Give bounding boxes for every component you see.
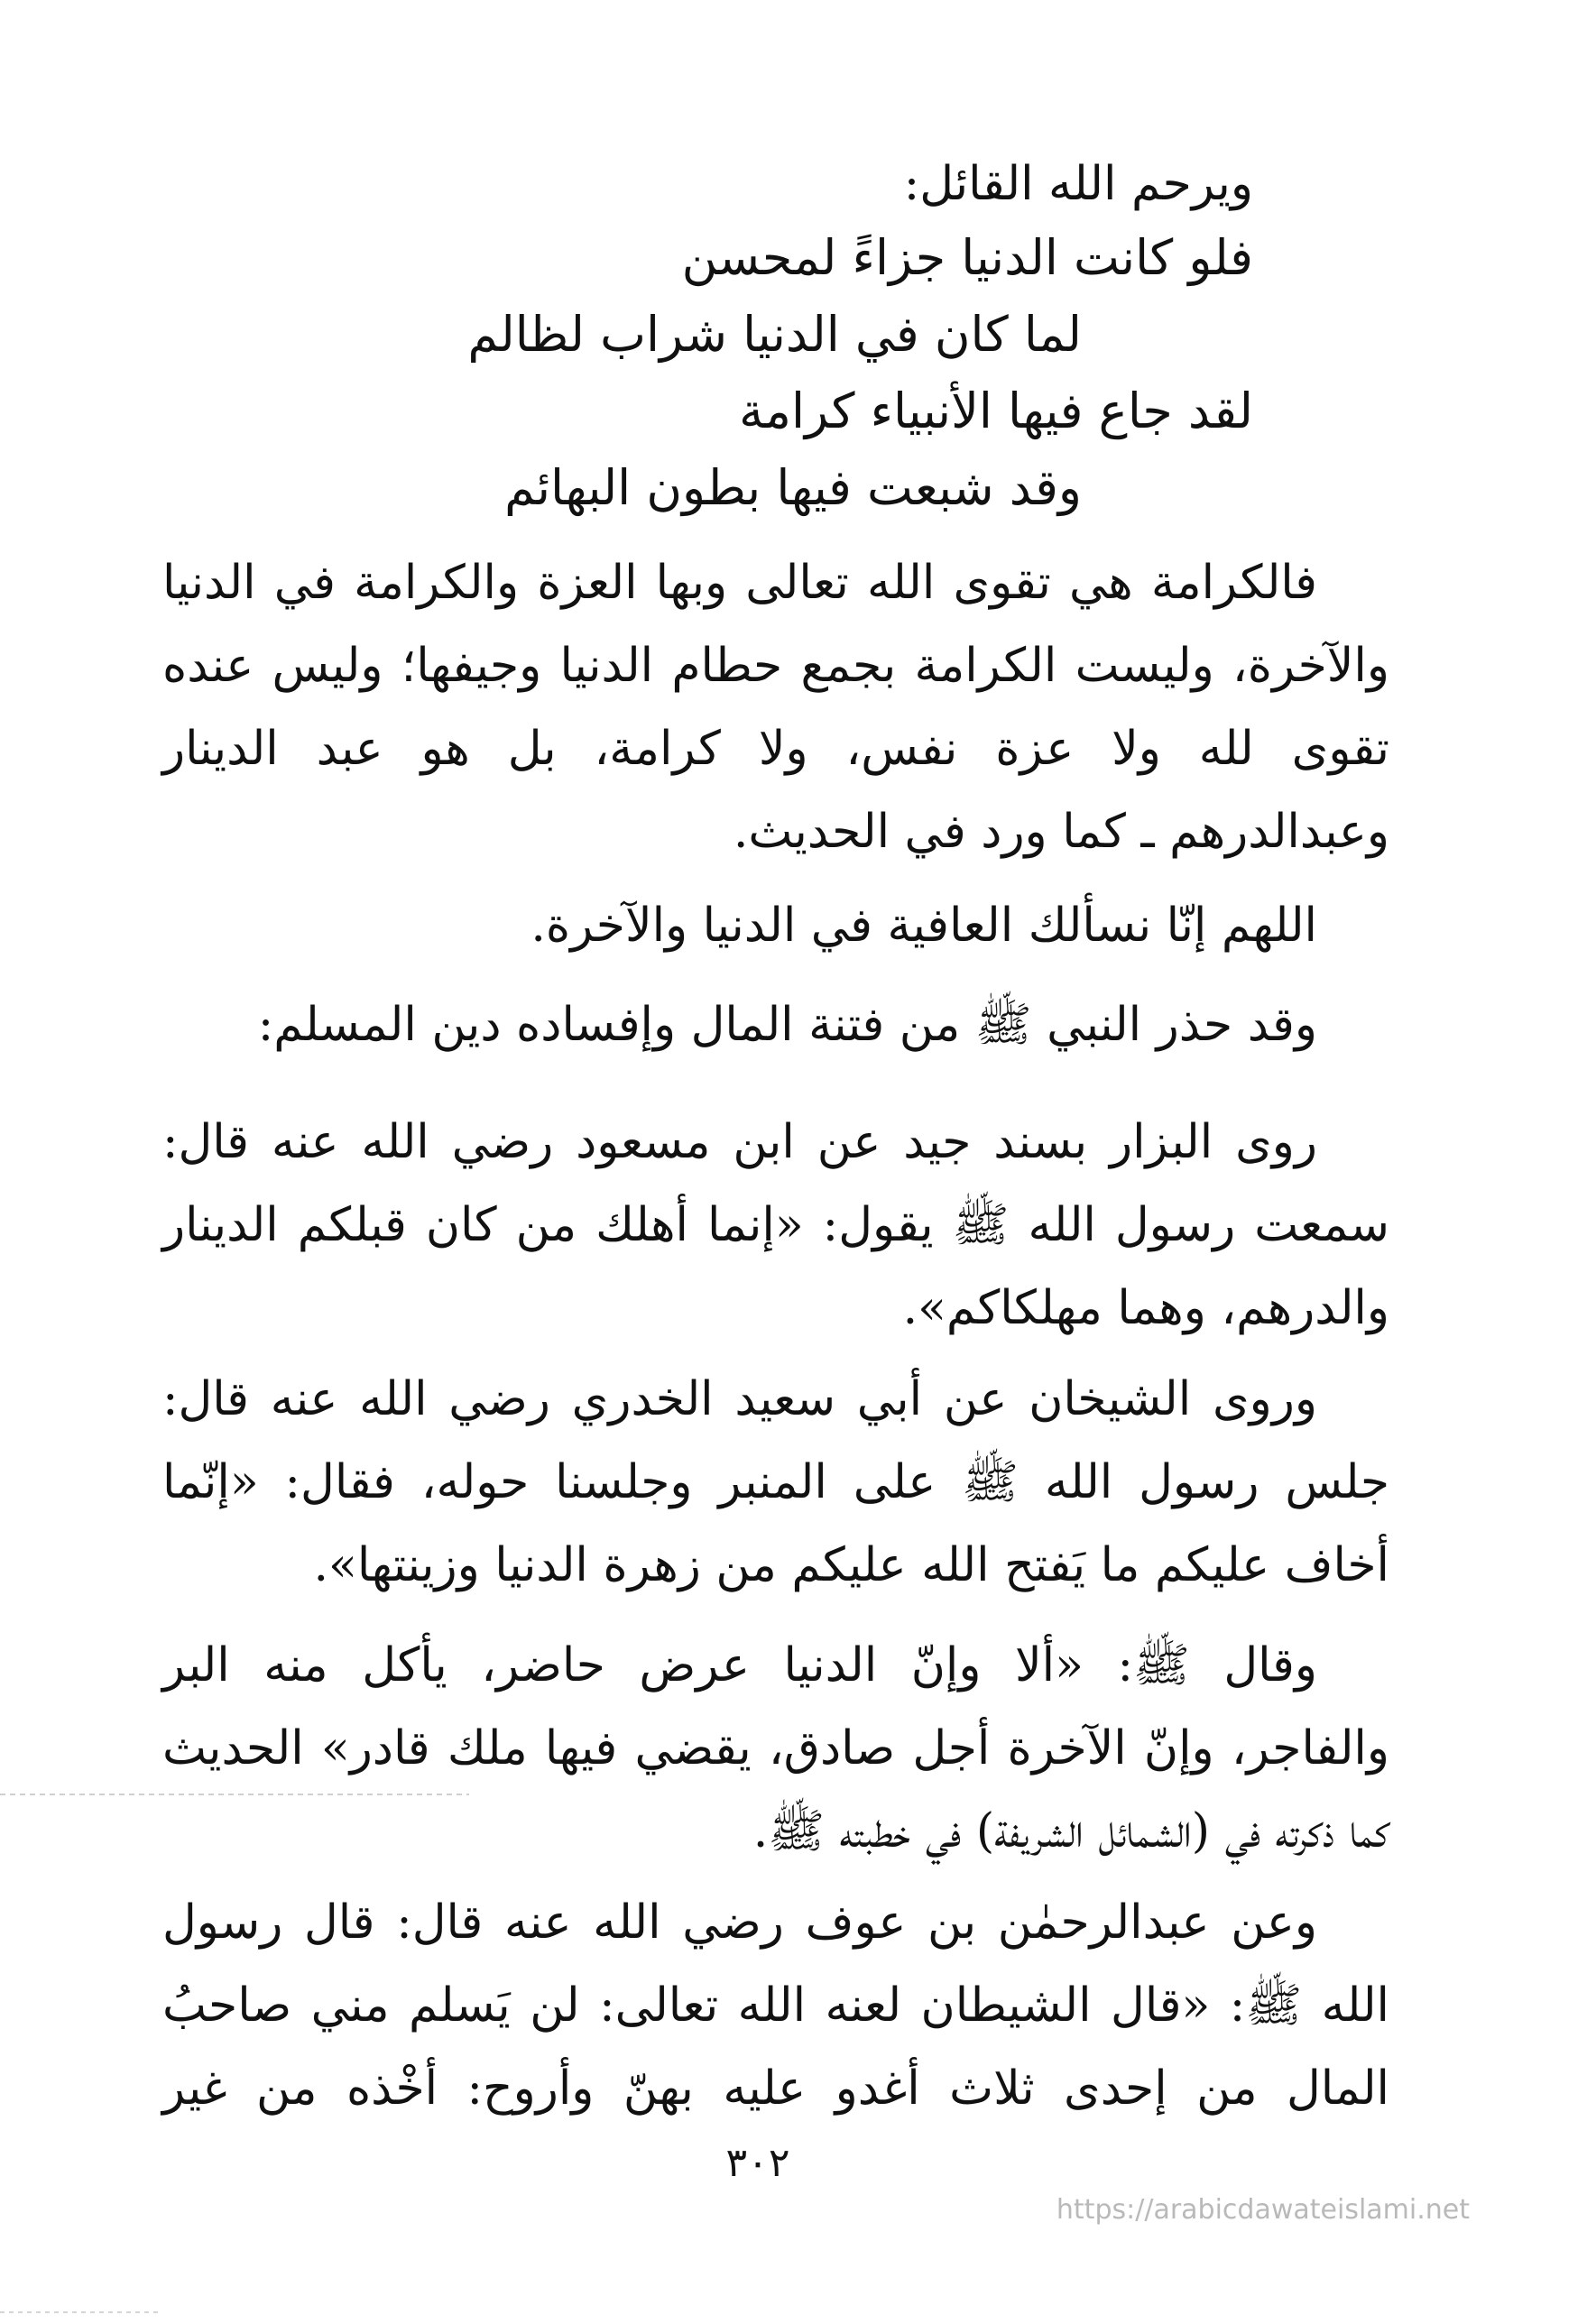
poem-verse-3: لقد جاع فيها الأنبياء كرامة	[739, 383, 1253, 439]
paragraph-shaykhan-hadith	[162, 1358, 1389, 1607]
paragraph-bazzar-hadith	[162, 1101, 1389, 1350]
paragraph-line: والآخرة، وليست الكرامة بجمع حطام الدنيا وجيفها؛ وليس عنده	[162, 639, 1389, 693]
poem-verse-4: وقد شبعت فيها بطون البهائم	[504, 459, 1082, 516]
paragraph-ibn-awf-hadith	[162, 1881, 1389, 2130]
poem-verse-1: فلو كانت الدنيا جزاءً لمحسن	[681, 229, 1253, 286]
paragraph-line: المال من إحدى ثلاث أغدو عليه بهنّ وأروح: أخْذه من غير	[162, 2061, 1389, 2116]
paragraph-line: فالكرامة هي تقوى الله تعالى وبها العزة والكرامة في الدنيا	[162, 556, 1317, 610]
paragraph-line: روى البزار بسند جيد عن ابن مسعود رضي الله عنه قال:	[162, 1115, 1317, 1169]
paragraph-karama	[162, 541, 1389, 873]
poem-intro: ويرحم الله القائل:	[903, 157, 1253, 211]
paragraph-line: والفاجر، وإنّ الآخرة أجل صادق، يقضي فيها ملك قادر» الحديث	[162, 1721, 1389, 1775]
paragraph-line: وقد حذر النبي ﷺ من فتنة المال وإفساده دين المسلم:	[257, 998, 1317, 1052]
paragraph-line: وعبدالدرهم ـ كما ورد في الحديث.	[733, 805, 1389, 859]
paragraph-line: اللهم إنّا نسألك العافية في الدنيا والآخرة.	[531, 899, 1317, 953]
poem-verse-2: لما كان في الدنيا شراب لظالم	[467, 306, 1082, 363]
paragraph-line: سمعت رسول الله ﷺ يقول: «إنما أهلك من كان قبلكم الدينار	[162, 1198, 1389, 1252]
paragraph-warning	[162, 983, 1389, 1066]
paragraph-dunya-hadith	[162, 1624, 1389, 1873]
paragraph-line: وعن عبدالرحمٰن بن عوف رضي الله عنه قال: قال رسول	[162, 1895, 1317, 1950]
paragraph-line: وروى الشيخان عن أبي سعيد الخدري رضي الله عنه قال:	[162, 1372, 1317, 1426]
page-number: ٣٠٢	[725, 2140, 790, 2186]
scan-artifact-line	[0, 1794, 469, 1795]
paragraph-line: وقال ﷺ: «ألا وإنّ الدنيا عرض حاضر، يأكل منه البر	[162, 1638, 1317, 1692]
paragraph-line: كما ذكرته في (الشمائل الشريفة) في خطبته ﷺ.	[752, 1804, 1389, 1858]
paragraph-dua	[162, 884, 1389, 967]
watermark-url: https://arabicdawateislami.net	[1056, 2194, 1470, 2226]
scan-artifact-line-bottom	[0, 2311, 162, 2313]
paragraph-line: أخاف عليكم ما يَفتح الله عليكم من زهرة الدنيا وزينتها».	[313, 1538, 1389, 1592]
paragraph-line: والدرهم، وهما مهلكاكم».	[902, 1281, 1389, 1335]
paragraph-line: جلس رسول الله ﷺ على المنبر وجلسنا حوله، فقال: «إنّما	[162, 1455, 1389, 1509]
paragraph-line: الله ﷺ: «قال الشيطان لعنه الله تعالى: لن يَسلم مني صاحبُ	[162, 1978, 1389, 2033]
paragraph-line: تقوى لله ولا عزة نفس، ولا كرامة، بل هو عبد الدينار	[162, 722, 1389, 776]
